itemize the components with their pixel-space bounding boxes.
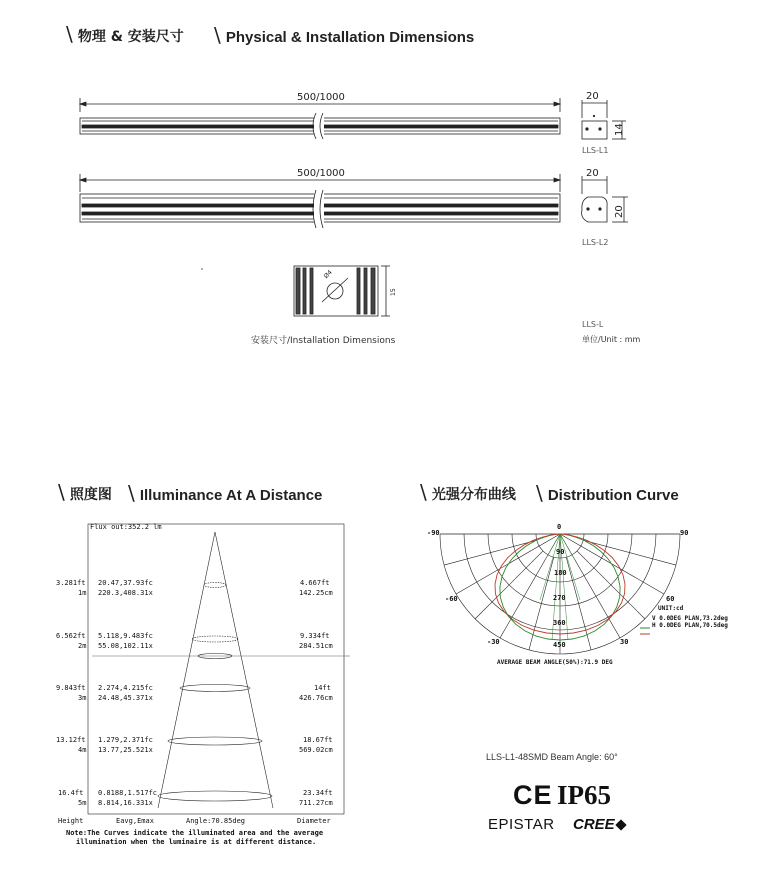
row4-lx: 13.77,25.521x <box>98 746 153 754</box>
row4-height-ft: 13.12ft <box>56 736 86 744</box>
heading-slash-icon: \ <box>58 480 65 504</box>
legend-v-text: V 0.0DEG PLAN,73.2deg <box>652 615 728 622</box>
row1-lx: 220.3,408.31x <box>98 589 153 597</box>
legend-h-text: H 0.0DEG PLAN,70.5deg <box>652 622 728 629</box>
angle-label-90: 90 <box>680 529 689 537</box>
row4-fc: 1.279,2.371fc <box>98 736 153 744</box>
row2-dia-cm: 284.51cm <box>299 642 333 650</box>
l2-model-label: LLS-L2 <box>582 238 609 247</box>
illum-note-line1: Note:The Curves indicate the illuminated area and the average <box>66 829 324 837</box>
l1-model-label: LLS-L1 <box>582 146 609 155</box>
ring-label-270: 270 <box>553 594 566 602</box>
angle-label-neg60: -60 <box>445 595 458 603</box>
polar-spoke <box>583 540 676 565</box>
heading-slash-icon: \ <box>420 480 427 504</box>
angle-label-0: 0 <box>557 523 562 531</box>
illum-title-cn: 照度图 <box>69 487 112 503</box>
footer-angle: Angle:70.85deg <box>186 817 246 825</box>
polar-spoke <box>529 557 554 650</box>
heading-slash-icon: \ <box>214 23 221 47</box>
l2-width-label: 20 <box>586 168 599 179</box>
clip-dia-label: Ø4 <box>322 269 334 280</box>
row2-dia-ft: 9.334ft <box>300 632 330 640</box>
row1-dia-ft: 4.667ft <box>300 579 330 587</box>
l1-length-label: 500/1000 <box>297 92 345 103</box>
flux-label: Flux out:352.2 lm <box>90 523 162 531</box>
row3-fc: 2.274,4.215fc <box>98 684 153 692</box>
model-caption: LLS-L1-48SMD Beam Angle: 60° <box>486 752 618 762</box>
row3-height-m: 3m <box>78 694 87 702</box>
cree-logo-text: CREE <box>573 816 615 833</box>
row5-height-ft: 16.4ft <box>58 789 84 797</box>
ring-label-450: 450 <box>553 641 566 649</box>
dist-title-cn: 光强分布曲线 <box>431 487 516 503</box>
ring-label-90: 90 <box>556 548 565 556</box>
angle-label-60: 60 <box>666 595 675 603</box>
row1-fc: 20.47,37.93fc <box>98 579 153 587</box>
dist-unit: UNIT:cd <box>658 605 684 612</box>
clip-height-label: 15 <box>390 288 397 296</box>
ring-label-360: 360 <box>553 619 566 627</box>
cree-diamond-icon <box>615 819 626 830</box>
ce-mark: CE <box>513 780 553 810</box>
row4-height-m: 4m <box>78 746 87 754</box>
heading-slash-icon: \ <box>66 22 73 46</box>
l1-height-label: 14 <box>614 123 625 136</box>
polar-spoke <box>577 551 645 619</box>
l2-length-label: 500/1000 <box>297 168 345 179</box>
l1-width-label: 20 <box>586 91 599 102</box>
angle-label-30: 30 <box>620 638 629 646</box>
row2-height-ft: 6.562ft <box>56 632 86 640</box>
install-caption: 安装尺寸/Installation Dimensions <box>251 336 396 346</box>
row5-fc: 0.8188,1.517fc <box>98 789 158 797</box>
dist-title-en: Distribution Curve <box>547 487 679 504</box>
row4-dia-cm: 569.02cm <box>299 746 333 754</box>
footer-diameter: Diameter <box>297 817 331 825</box>
row2-lx: 55.08,102.11x <box>98 642 153 650</box>
row3-dia-ft: 14ft <box>314 684 331 692</box>
row1-dia-cm: 142.25cm <box>299 589 333 597</box>
illum-note-line2: illumination when the luminaire is at different distance. <box>76 838 317 846</box>
row1-height-ft: 3.281ft <box>56 579 86 587</box>
row5-dia-ft: 23.34ft <box>303 789 333 797</box>
row5-lx: 8.814,16.331x <box>98 799 153 807</box>
row3-dia-cm: 426.76cm <box>299 694 333 702</box>
footer-eavg: Eavg,Emax <box>116 817 154 825</box>
polar-spoke <box>566 557 591 650</box>
row3-lx: 24.48,45.371x <box>98 694 153 702</box>
clip-model-label: LLS-L <box>582 320 604 329</box>
physical-title-cn: 物理 & 安装尺寸 <box>77 29 184 45</box>
angle-label-neg30: -30 <box>487 638 500 646</box>
unit-caption: 单位/Unit : mm <box>582 335 641 344</box>
physical-title-en: Physical & Installation Dimensions <box>225 29 475 46</box>
row1-height-m: 1m <box>78 589 87 597</box>
row5-dia-cm: 711.27cm <box>299 799 333 807</box>
l2-height-label: 20 <box>614 205 625 218</box>
heading-slash-icon: \ <box>128 481 135 505</box>
cree-logo <box>573 816 625 833</box>
row2-fc: 5.118,9.483fc <box>98 632 153 640</box>
row3-height-ft: 9.843ft <box>56 684 86 692</box>
epistar-logo: EPISTAR <box>488 816 555 833</box>
ip65-mark: IP65 <box>557 780 611 810</box>
footer-height: Height <box>58 817 84 825</box>
ring-label-180: 180 <box>554 569 567 577</box>
avg-beam-angle: AVERAGE BEAM ANGLE(50%):71.9 DEG <box>497 659 613 666</box>
row4-dia-ft: 18.67ft <box>303 736 333 744</box>
heading-slash-icon: \ <box>536 481 543 505</box>
polar-spoke <box>444 540 537 565</box>
polar-spoke <box>475 551 543 619</box>
row2-height-m: 2m <box>78 642 87 650</box>
illum-title-en: Illuminance At A Distance <box>139 487 323 504</box>
angle-label-neg90: -90 <box>427 529 440 537</box>
row5-height-m: 5m <box>78 799 87 807</box>
